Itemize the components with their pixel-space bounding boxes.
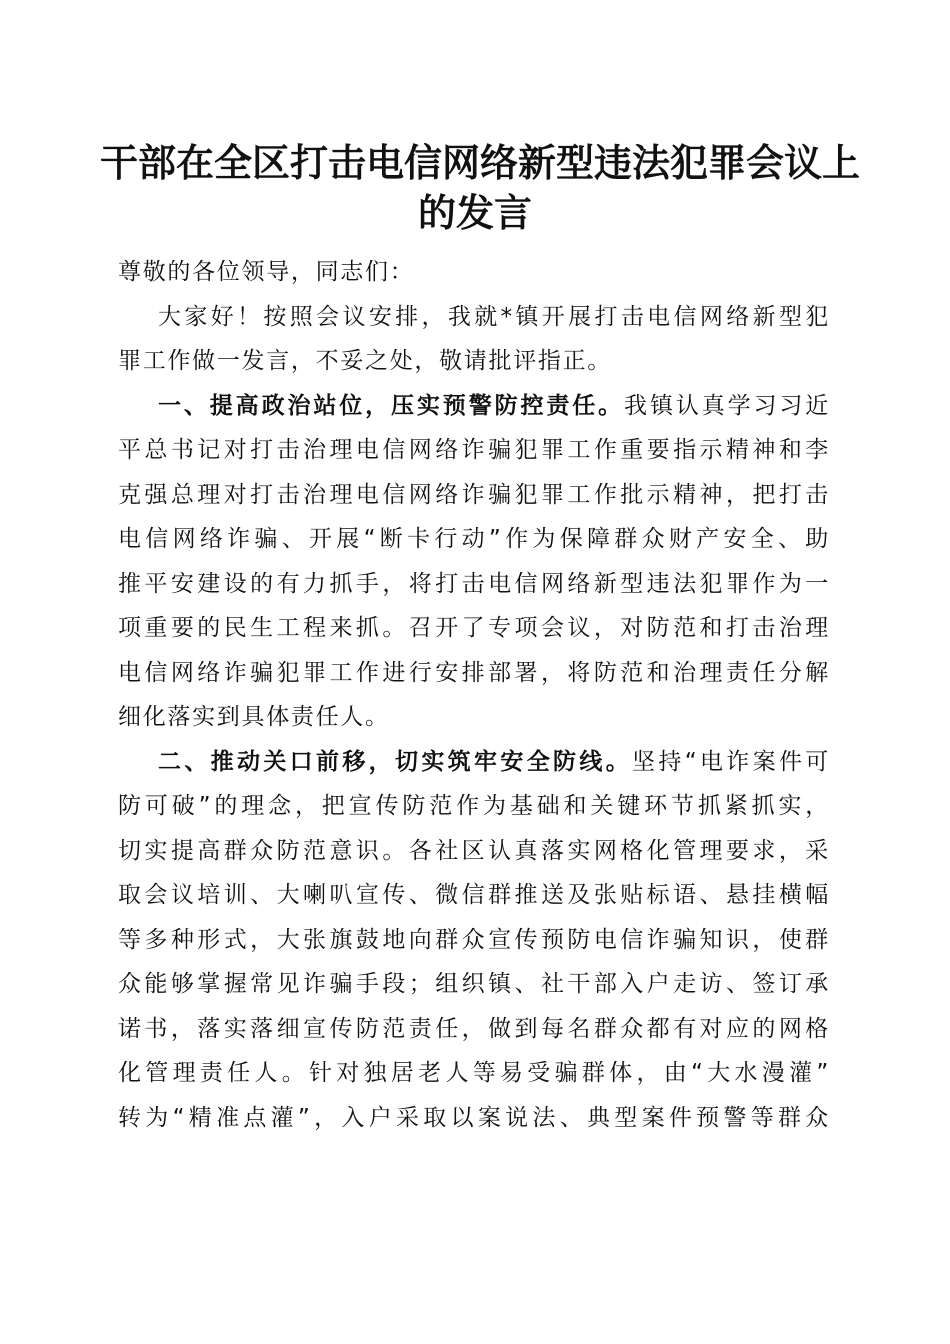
- section1-heading: 一、提高政治站位，压实预警防控责任。: [158, 392, 625, 419]
- section1-line: 电信网络诈骗、开展“断卡行动”作为保障群众财产安全、助: [118, 526, 830, 552]
- title-line-1: 干部在全区打击电信网络新型违法犯罪会议上: [100, 140, 861, 185]
- section2-first-rest: 坚持“电诈案件可: [632, 748, 830, 775]
- section1-line: 推平安建设的有力抓手，将打击电信网络新型违法犯罪作为一: [118, 570, 830, 597]
- section1-first-rest: 我镇认真学习习近: [624, 392, 830, 419]
- para1-line: 罪工作做一发言，不妥之处，敬请批评指正。: [118, 348, 612, 374]
- section1-line: 项重要的民生工程来抓。召开了专项会议，对防范和打击治理: [118, 615, 830, 641]
- section1-line: 细化落实到具体责任人。: [118, 704, 390, 730]
- section2-line: 防可破”的理念，把宣传防范作为基础和关键环节抓紧抓实，: [118, 793, 830, 819]
- section1-line: 克强总理对打击治理电信网络诈骗犯罪工作批示精神，把打击: [118, 481, 830, 508]
- section2-line: 取会议培训、大喇叭宣传、微信群推送及张贴标语、悬挂横幅: [118, 882, 830, 908]
- section2-first-line: [118, 740, 830, 785]
- document-title: [100, 138, 861, 238]
- title-line-2: 的发言: [417, 190, 532, 235]
- section2-line: 转为“精准点灌”，入户采取以案说法、典型案件预警等群众: [118, 1104, 830, 1131]
- section2-heading: 二、推动关口前移，切实筑牢安全防线。: [158, 748, 633, 775]
- section2-line: 诺书，落实落细宣传防范责任，做到每名群众都有对应的网格: [118, 1015, 830, 1042]
- section2-line: 化管理责任人。针对独居老人等易受骗群体，由“大水漫灌”: [118, 1060, 830, 1086]
- section2-line: 切实提高群众防范意识。各社区认真落实网格化管理要求，采: [118, 837, 830, 864]
- para1-line: 大家好！按照会议安排，我就*镇开展打击电信网络新型犯: [158, 303, 830, 330]
- section1-line: 平总书记对打击治理电信网络诈骗犯罪工作重要指示精神和李: [118, 437, 830, 463]
- document-body: [118, 250, 830, 1140]
- section2-line: 众能够掌握常见诈骗手段；组织镇、社干部入户走访、签订承: [118, 971, 830, 997]
- section1-first-line: [118, 384, 830, 429]
- section2-line: 等多种形式，大张旗鼓地向群众宣传预防电信诈骗知识，使群: [118, 926, 830, 953]
- salutation: 尊敬的各位领导，同志们：: [118, 259, 415, 285]
- section1-line: 电信网络诈骗犯罪工作进行安排部署，将防范和治理责任分解: [118, 659, 830, 686]
